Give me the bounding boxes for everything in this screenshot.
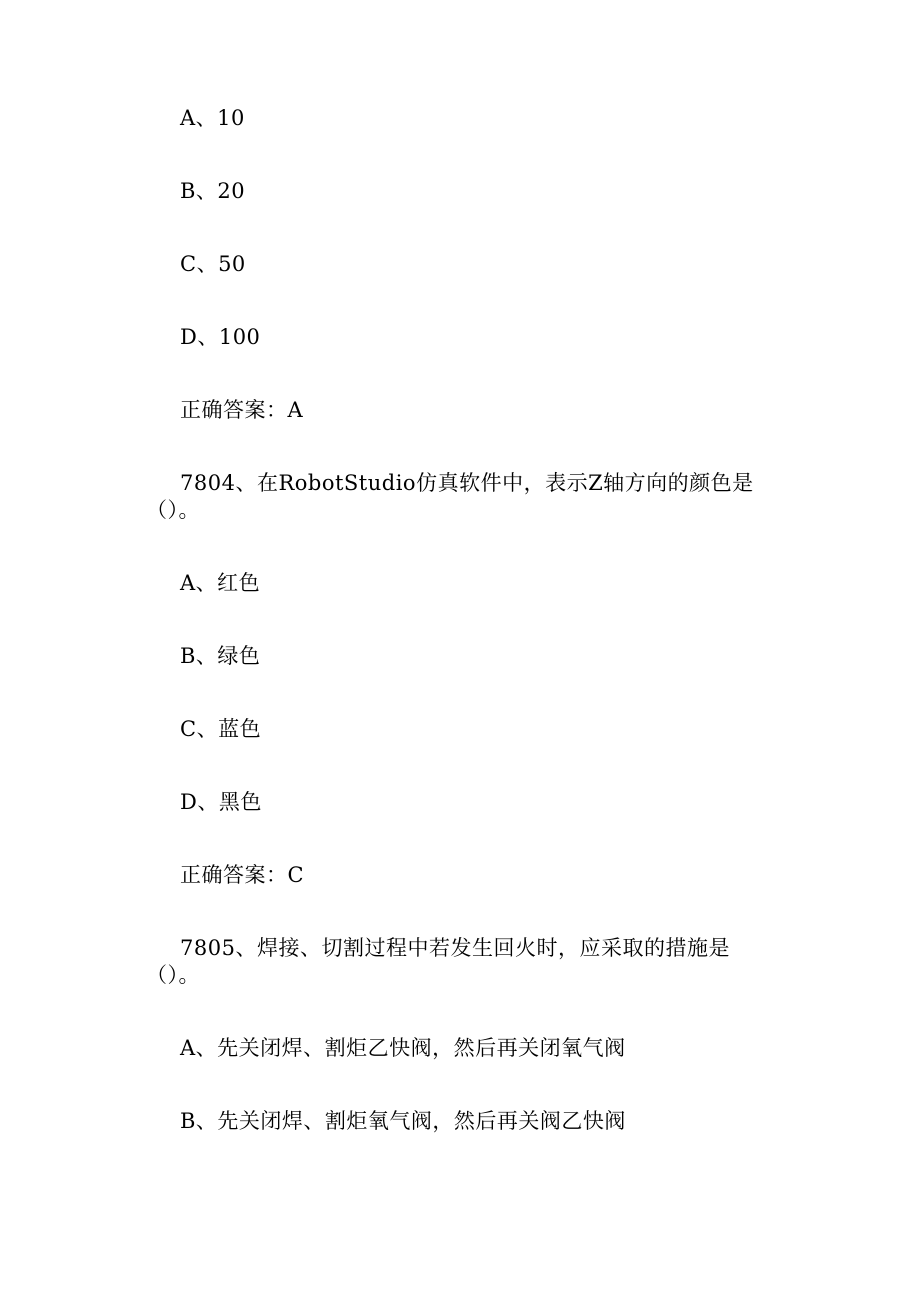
option-a: A、红色 (180, 571, 261, 595)
correct-answer: 正确答案：A (180, 398, 304, 422)
option-c: C、50 (180, 252, 246, 276)
option-b: B、20 (180, 179, 246, 203)
question-text-continued: （）。 (146, 963, 200, 987)
option-d: D、黑色 (180, 790, 262, 814)
option-a: A、10 (180, 106, 245, 130)
question-text: 7804、在RobotStudio仿真软件中，表示Z轴方向的颜色是 (180, 471, 754, 495)
option-c: C、蓝色 (180, 717, 262, 741)
question-text: 7805、焊接、切割过程中若发生回火时，应采取的措施是 (180, 936, 730, 960)
option-a: A、先关闭焊、割炬乙快阀，然后再关闭氧气阀 (180, 1036, 626, 1060)
option-d: D、100 (180, 325, 261, 349)
option-b: B、先关闭焊、割炬氧气阀，然后再关阀乙快阀 (180, 1109, 626, 1133)
correct-answer: 正确答案：C (180, 863, 305, 887)
option-b: B、绿色 (180, 644, 261, 668)
question-text-continued: （）。 (146, 498, 200, 522)
